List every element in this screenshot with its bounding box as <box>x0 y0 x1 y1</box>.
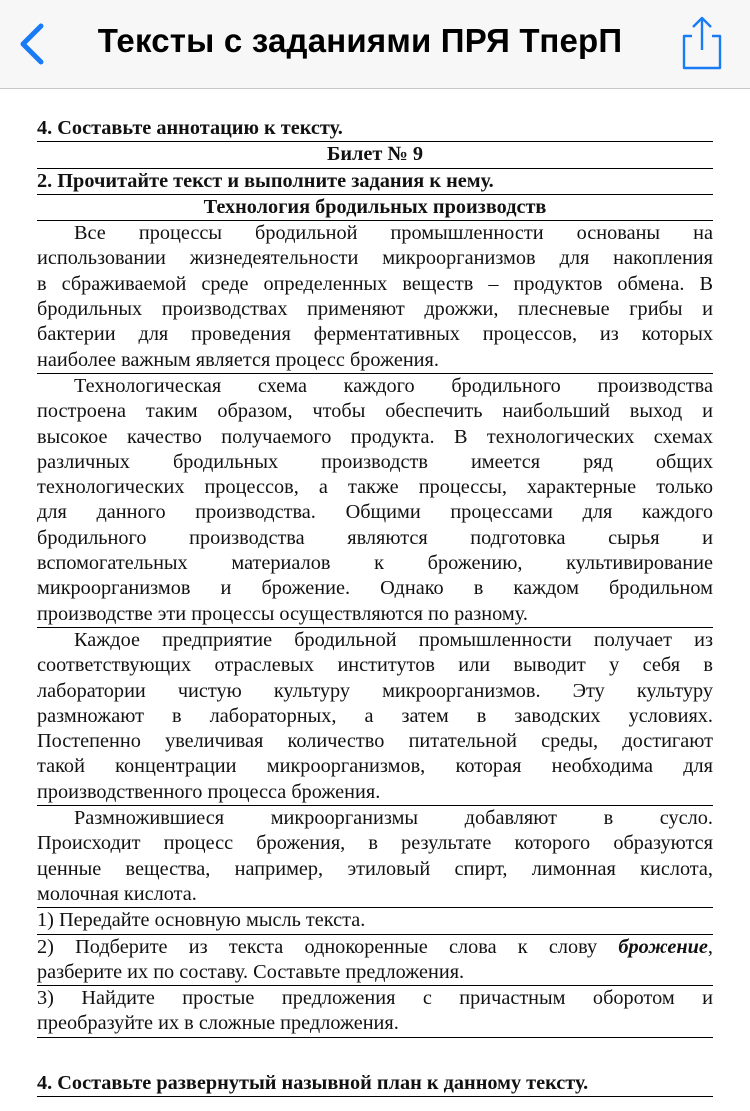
paragraph-line: вспомогательных материалов к брожению, культивирование <box>37 552 713 575</box>
paragraph-line: бродильных производствах применяют дрожжи, плесневые грибы и <box>37 298 713 321</box>
paragraph-line: бродильного производства являются подготовка сырья и <box>37 526 713 549</box>
paragraph-line: построена таким образом, чтобы обеспечить наибольший выход и <box>37 400 713 423</box>
text-title: Технология бродильных производств <box>37 195 713 221</box>
nav-bar <box>0 0 750 89</box>
question-line: разберите их по составу. Составьте предложения. <box>37 960 465 983</box>
back-button[interactable] <box>14 20 54 68</box>
document-body <box>37 116 713 1097</box>
paragraph-line: Технологическая схема каждого бродильного производства <box>74 374 713 397</box>
spacer <box>37 1038 713 1071</box>
paragraph-line: Размножившиеся микроорганизмы добавляют в сусло. <box>74 807 713 830</box>
task-annotation: 4. Составьте аннотацию к тексту. <box>37 116 713 142</box>
paragraph-line: Постепенно увеличивая количество питательной среды, достигают <box>37 730 713 753</box>
question-3 <box>37 986 713 1038</box>
paragraph-line: производстве эти процессы осуществляются по разному. <box>37 602 528 625</box>
task-read-text: 2. Прочитайте текст и выполните задания к нему. <box>37 169 713 195</box>
paragraph-3 <box>37 628 713 806</box>
question-line <box>37 935 713 960</box>
paragraph-line: микроорганизмов и брожение. Однако в каждом бродильном <box>37 577 713 600</box>
ticket-heading: Билет № 9 <box>37 142 713 168</box>
share-button[interactable] <box>678 14 726 72</box>
paragraph-line: использовании жизнедеятельности микроорганизмов для накопления <box>37 247 713 270</box>
paragraph-line: молочная кислота. <box>37 882 197 905</box>
punctuation: , <box>707 935 713 958</box>
question-line: преобразуйте их в сложные предложения. <box>37 1012 399 1035</box>
paragraph-line: для данного производства. Общими процессами для каждого <box>37 501 713 524</box>
paragraph-line: наиболее важным является процесс брожения. <box>37 348 439 371</box>
paragraph-1 <box>37 221 713 374</box>
paragraph-line: высокое качество получаемого продукта. В технологических схемах <box>37 425 713 448</box>
paragraph-line: Все процессы бродильной промышленности основаны на <box>74 222 713 245</box>
task-plan: 4. Составьте развернутый назывной план к данному тексту. <box>37 1071 713 1097</box>
question-1: 1) Передайте основную мысль текста. <box>37 908 713 934</box>
paragraph-line: бактерии для проведения ферментативных процессов, из которых <box>37 323 713 346</box>
paragraph-line: Происходит процесс брожения, в результате которого образуются <box>37 832 713 855</box>
question-line: 3) Найдите простые предложения с причастным оборотом и <box>37 987 713 1010</box>
paragraph-line: различных бродильных производств имеется ряд общих <box>37 450 713 473</box>
question-text: 2) Подберите из текста однокоренные слова к слову <box>37 935 598 958</box>
paragraph-line: такой концентрации микроорганизмов, которая необходима для <box>37 755 713 778</box>
paragraph-line: Каждое предприятие бродильной промышленности получает из <box>74 628 713 651</box>
keyword: брожение <box>618 935 708 958</box>
paragraph-line: размножают в лабораторных, а затем в заводских условиях. <box>37 704 713 727</box>
paragraph-line: технологических процессов, а также процессы, характерные только <box>37 476 713 499</box>
paragraph-4 <box>37 806 713 908</box>
paragraph-line: ценные вещества, например, этиловый спирт, лимонная кислота, <box>37 857 713 880</box>
page-title: Тексты с заданиями ПРЯ ТперП <box>97 22 623 59</box>
chevron-left-icon <box>14 20 54 68</box>
paragraph-line: производственного процесса брожения. <box>37 780 381 803</box>
paragraph-line: соответствующих отраслевых институтов или выводит у себя в <box>37 654 713 677</box>
share-icon <box>678 14 726 72</box>
paragraph-line: в сбраживаемой среде определенных веществ – продуктов обмена. В <box>37 272 713 295</box>
paragraph-2 <box>37 374 713 628</box>
paragraph-line: лаборатории чистую культуру микроорганизмов. Эту культуру <box>37 679 713 702</box>
question-2 <box>37 935 713 987</box>
